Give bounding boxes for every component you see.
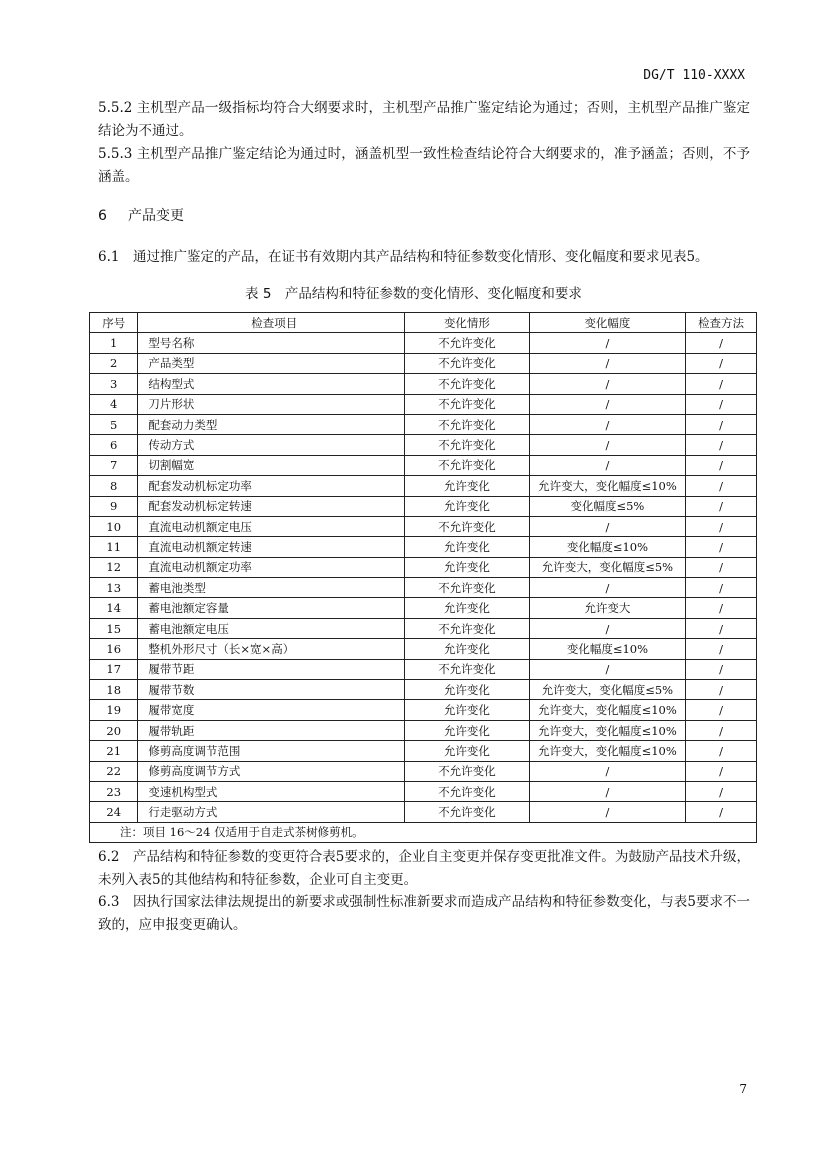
cell-no: 10 [90, 516, 138, 536]
cell-item: 履带节数 [138, 680, 405, 700]
cell-no: 16 [90, 639, 138, 659]
cell-range: / [529, 802, 685, 822]
cell-method: / [686, 802, 757, 822]
cell-item: 刀片形状 [138, 394, 405, 414]
cell-no: 22 [90, 761, 138, 781]
cell-range: / [529, 374, 685, 394]
cell-no: 8 [90, 476, 138, 496]
cell-change: 不允许变化 [405, 516, 530, 536]
cell-no: 23 [90, 781, 138, 801]
table-row [90, 414, 757, 434]
page-number: 7 [739, 1082, 747, 1096]
clause-5-5-3: 5.5.3 主机型产品推广鉴定结论为通过时，涵盖机型一致性检查结论符合大纲要求的，准予涵盖；否则，不予涵盖。 [98, 146, 750, 185]
cell-item: 蓄电池额定容量 [138, 598, 405, 618]
cell-no: 13 [90, 578, 138, 598]
cell-no: 24 [90, 802, 138, 822]
cell-no: 1 [90, 333, 138, 353]
cell-method: / [686, 741, 757, 761]
change-requirements-table [89, 312, 757, 843]
cell-method: / [686, 374, 757, 394]
cell-change: 不允许变化 [405, 578, 530, 598]
header-item: 检查项目 [138, 313, 405, 333]
cell-no: 6 [90, 435, 138, 455]
cell-item: 配套发动机标定功率 [138, 476, 405, 496]
header-no: 序号 [90, 313, 138, 333]
table-row [90, 353, 757, 373]
table-row [90, 598, 757, 618]
table-row [90, 537, 757, 557]
cell-range: / [529, 659, 685, 679]
cell-method: / [686, 353, 757, 373]
table-note: 注：项目 16～24 仅适用于自走式茶树修剪机。 [90, 822, 757, 842]
cell-item: 切割幅宽 [138, 455, 405, 475]
cell-change: 不允许变化 [405, 802, 530, 822]
cell-item: 行走驱动方式 [138, 802, 405, 822]
cell-range: 允许变大，变化幅度≤10% [529, 476, 685, 496]
table-row [90, 394, 757, 414]
cell-method: / [686, 394, 757, 414]
table-row [90, 700, 757, 720]
cell-item: 直流电动机额定功率 [138, 557, 405, 577]
cell-change: 不允许变化 [405, 659, 530, 679]
cell-item: 整机外形尺寸（长×宽×高） [138, 639, 405, 659]
cell-range: / [529, 516, 685, 536]
cell-change: 允许变化 [405, 496, 530, 516]
cell-item: 履带节距 [138, 659, 405, 679]
table-row [90, 741, 757, 761]
table-row [90, 781, 757, 801]
cell-change: 允许变化 [405, 639, 530, 659]
cell-range: 允许变大 [529, 598, 685, 618]
cell-method: / [686, 414, 757, 434]
cell-no: 5 [90, 414, 138, 434]
cell-change: 允许变化 [405, 720, 530, 740]
cell-change: 不允许变化 [405, 761, 530, 781]
cell-range: / [529, 394, 685, 414]
cell-range: / [529, 761, 685, 781]
cell-range: / [529, 578, 685, 598]
cell-method: / [686, 781, 757, 801]
cell-change: 不允许变化 [405, 374, 530, 394]
cell-no: 14 [90, 598, 138, 618]
cell-no: 15 [90, 618, 138, 638]
table-row [90, 374, 757, 394]
clause-6-3: 6.3 因执行国家法律法规提出的新要求或强制性标准新要求而造成产品结构和特征参数变化，与表5要求不一致的，应申报变更确认。 [98, 894, 750, 933]
cell-change: 允许变化 [405, 598, 530, 618]
section-6-heading [98, 205, 184, 225]
cell-no: 3 [90, 374, 138, 394]
header-range: 变化幅度 [529, 313, 685, 333]
cell-method: / [686, 435, 757, 455]
table-row [90, 720, 757, 740]
cell-item: 传动方式 [138, 435, 405, 455]
cell-no: 17 [90, 659, 138, 679]
cell-change: 不允许变化 [405, 618, 530, 638]
cell-item: 型号名称 [138, 333, 405, 353]
cell-item: 变速机构型式 [138, 781, 405, 801]
cell-method: / [686, 680, 757, 700]
table-row [90, 435, 757, 455]
cell-method: / [686, 700, 757, 720]
table-row [90, 578, 757, 598]
clause-6-1: 6.1 通过推广鉴定的产品，在证书有效期内其产品结构和特征参数变化情形、变化幅度和要求见表5。 [98, 249, 709, 265]
cell-no: 18 [90, 680, 138, 700]
cell-method: / [686, 516, 757, 536]
cell-range: / [529, 618, 685, 638]
cell-change: 允许变化 [405, 557, 530, 577]
cell-range: 允许变大，变化幅度≤10% [529, 720, 685, 740]
cell-method: / [686, 557, 757, 577]
cell-change: 不允许变化 [405, 414, 530, 434]
cell-item: 修剪高度调节范围 [138, 741, 405, 761]
cell-method: / [686, 761, 757, 781]
clause-6-2: 6.2 产品结构和特征参数的变更符合表5要求的，企业自主变更并保存变更批准文件。为鼓励产品技术升级，未列入表5的其他结构和特征参数，企业可自主变更。 [98, 849, 750, 888]
cell-range: 允许变大，变化幅度≤10% [529, 741, 685, 761]
cell-item: 蓄电池类型 [138, 578, 405, 598]
cell-no: 21 [90, 741, 138, 761]
cell-change: 不允许变化 [405, 781, 530, 801]
cell-range: / [529, 333, 685, 353]
cell-no: 19 [90, 700, 138, 720]
cell-item: 配套动力类型 [138, 414, 405, 434]
cell-range: 允许变大，变化幅度≤5% [529, 680, 685, 700]
clause-5-5-2: 5.5.2 主机型产品一级指标均符合大纲要求时，主机型产品推广鉴定结论为通过；否则，主机型产品推广鉴定结论为不通过。 [98, 100, 750, 139]
cell-change: 允许变化 [405, 537, 530, 557]
section-number: 6 [98, 208, 107, 224]
table-row [90, 659, 757, 679]
table-note-row [90, 822, 757, 842]
cell-no: 7 [90, 455, 138, 475]
table-header-row [90, 313, 757, 333]
cell-item: 配套发动机标定转速 [138, 496, 405, 516]
table-caption: 表 5 产品结构和特征参数的变化情形、变化幅度和要求 [245, 286, 582, 302]
table-row [90, 618, 757, 638]
cell-range: 变化幅度≤10% [529, 639, 685, 659]
header-method: 检查方法 [686, 313, 757, 333]
table-row [90, 680, 757, 700]
cell-item: 产品类型 [138, 353, 405, 373]
section-title: 产品变更 [128, 208, 184, 224]
cell-range: / [529, 781, 685, 801]
cell-range: / [529, 455, 685, 475]
cell-method: / [686, 659, 757, 679]
cell-method: / [686, 639, 757, 659]
cell-change: 不允许变化 [405, 333, 530, 353]
cell-change: 不允许变化 [405, 353, 530, 373]
cell-method: / [686, 618, 757, 638]
table-row [90, 496, 757, 516]
cell-method: / [686, 476, 757, 496]
table-row [90, 455, 757, 475]
cell-change: 不允许变化 [405, 435, 530, 455]
cell-item: 履带宽度 [138, 700, 405, 720]
cell-range: 变化幅度≤10% [529, 537, 685, 557]
table-row [90, 802, 757, 822]
cell-item: 蓄电池额定电压 [138, 618, 405, 638]
cell-range: / [529, 414, 685, 434]
cell-item: 结构型式 [138, 374, 405, 394]
cell-change: 不允许变化 [405, 394, 530, 414]
cell-range: 变化幅度≤5% [529, 496, 685, 516]
cell-range: 允许变大，变化幅度≤5% [529, 557, 685, 577]
cell-no: 9 [90, 496, 138, 516]
cell-no: 20 [90, 720, 138, 740]
table-row [90, 557, 757, 577]
cell-method: / [686, 455, 757, 475]
table-row [90, 761, 757, 781]
cell-item: 履带轨距 [138, 720, 405, 740]
cell-change: 允许变化 [405, 680, 530, 700]
cell-method: / [686, 496, 757, 516]
cell-no: 12 [90, 557, 138, 577]
table-row [90, 476, 757, 496]
cell-change: 允许变化 [405, 700, 530, 720]
cell-item: 直流电动机额定电压 [138, 516, 405, 536]
cell-range: / [529, 435, 685, 455]
cell-no: 4 [90, 394, 138, 414]
cell-method: / [686, 720, 757, 740]
cell-change: 不允许变化 [405, 455, 530, 475]
table-row [90, 639, 757, 659]
cell-no: 2 [90, 353, 138, 373]
table-row [90, 333, 757, 353]
cell-change: 允许变化 [405, 476, 530, 496]
cell-method: / [686, 537, 757, 557]
cell-range: 允许变大，变化幅度≤10% [529, 700, 685, 720]
header-change: 变化情形 [405, 313, 530, 333]
cell-item: 修剪高度调节方式 [138, 761, 405, 781]
document-code: DG/T 110-XXXX [643, 68, 745, 83]
cell-method: / [686, 333, 757, 353]
cell-change: 允许变化 [405, 741, 530, 761]
cell-method: / [686, 578, 757, 598]
cell-method: / [686, 598, 757, 618]
cell-item: 直流电动机额定转速 [138, 537, 405, 557]
table-row [90, 516, 757, 536]
cell-no: 11 [90, 537, 138, 557]
cell-range: / [529, 353, 685, 373]
